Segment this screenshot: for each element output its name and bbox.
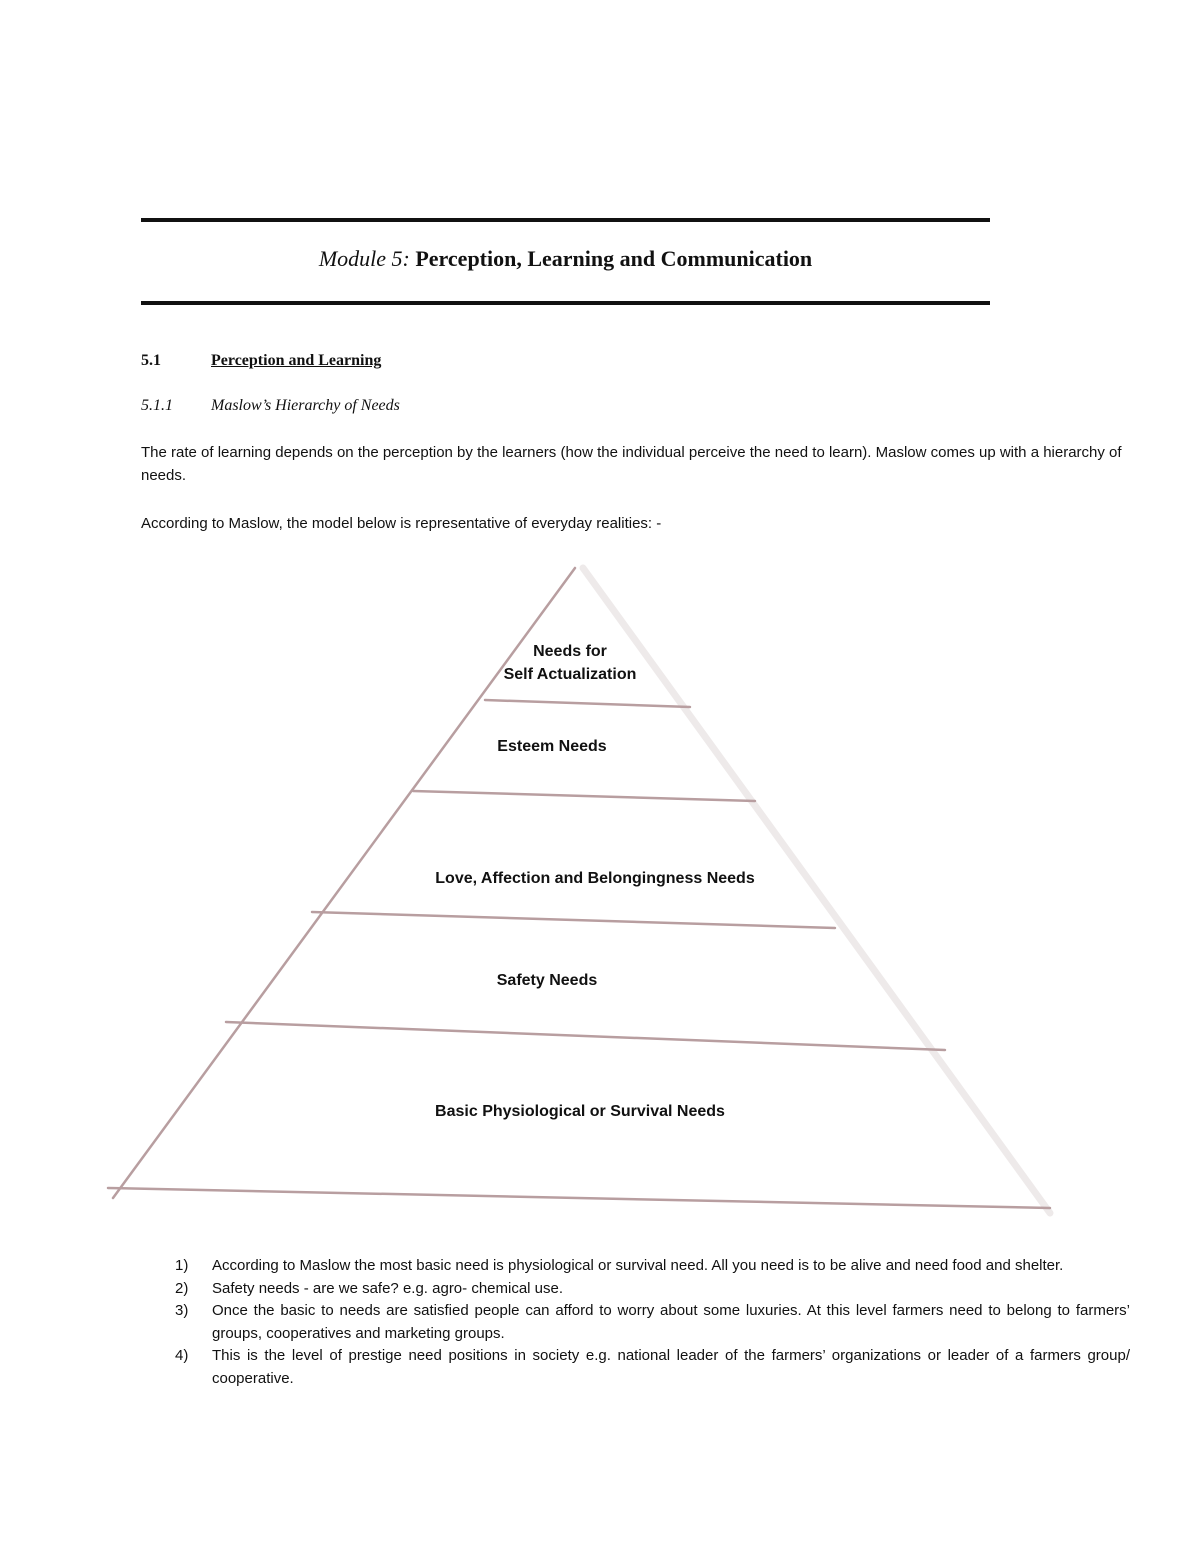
tier-divider-4 — [226, 1022, 945, 1050]
list-item-text: This is the level of prestige need positions in society e.g. national leader of the farmers’ organizations or leader of a farmers group/ cooperative. — [212, 1347, 1130, 1387]
list-item — [175, 1345, 1130, 1390]
tier-basic-label: Basic Physiological or Survival Needs — [435, 1103, 725, 1120]
list-item-text: Once the basic to needs are satisfied people can afford to worry about some luxuries. At this level farmers need to belong to farmers’ groups, cooperatives and marketing groups. — [212, 1302, 1130, 1342]
list-item-number: 4) — [175, 1347, 189, 1364]
list-item-number: 3) — [175, 1302, 189, 1319]
module-name: Perception, Learning and Communication — [415, 246, 813, 271]
tier-divider-3 — [312, 912, 835, 928]
tier-self-actualization-line1: Needs for — [533, 643, 607, 660]
tier-esteem-label: Esteem Needs — [497, 738, 607, 755]
model-intro-paragraph: According to Maslow, the model below is representative of everyday realities: - — [141, 515, 662, 532]
tier-divider-1 — [485, 700, 690, 707]
tier-divider-2 — [413, 791, 755, 801]
tier-self-actualization-line2: Self Actualization — [503, 666, 637, 683]
list-item — [175, 1255, 1130, 1278]
intro-paragraph: The rate of learning depends on the perception by the learners (how the individual perceive the need to learn). Maslow comes up with a hierarchy of needs. — [141, 444, 1122, 484]
list-item — [175, 1278, 1130, 1301]
tier-love-label: Love, Affection and Belongingness Needs — [435, 870, 755, 887]
tier-self-actualization-label — [470, 640, 670, 686]
list-item-text: According to Maslow the most basic need is physiological or survival need. All you need is to be alive and need food and shelter. — [212, 1257, 1064, 1274]
tier-safety-label: Safety Needs — [496, 972, 598, 989]
subsection-title: Maslow’s Hierarchy of Needs — [211, 397, 400, 414]
needs-list — [175, 1255, 1130, 1390]
list-item — [175, 1300, 1130, 1345]
pyramid-base — [108, 1188, 1050, 1208]
subsection-number: 5.1.1 — [141, 397, 173, 414]
list-item-number: 1) — [175, 1257, 189, 1274]
list-item-number: 2) — [175, 1279, 189, 1297]
module-label: Module 5: — [318, 246, 410, 271]
section-title: Perception and Learning — [211, 352, 382, 369]
list-item-text: Safety needs - are we safe? e.g. agro- chemical use. — [212, 1279, 564, 1297]
section-number: 5.1 — [141, 352, 161, 369]
